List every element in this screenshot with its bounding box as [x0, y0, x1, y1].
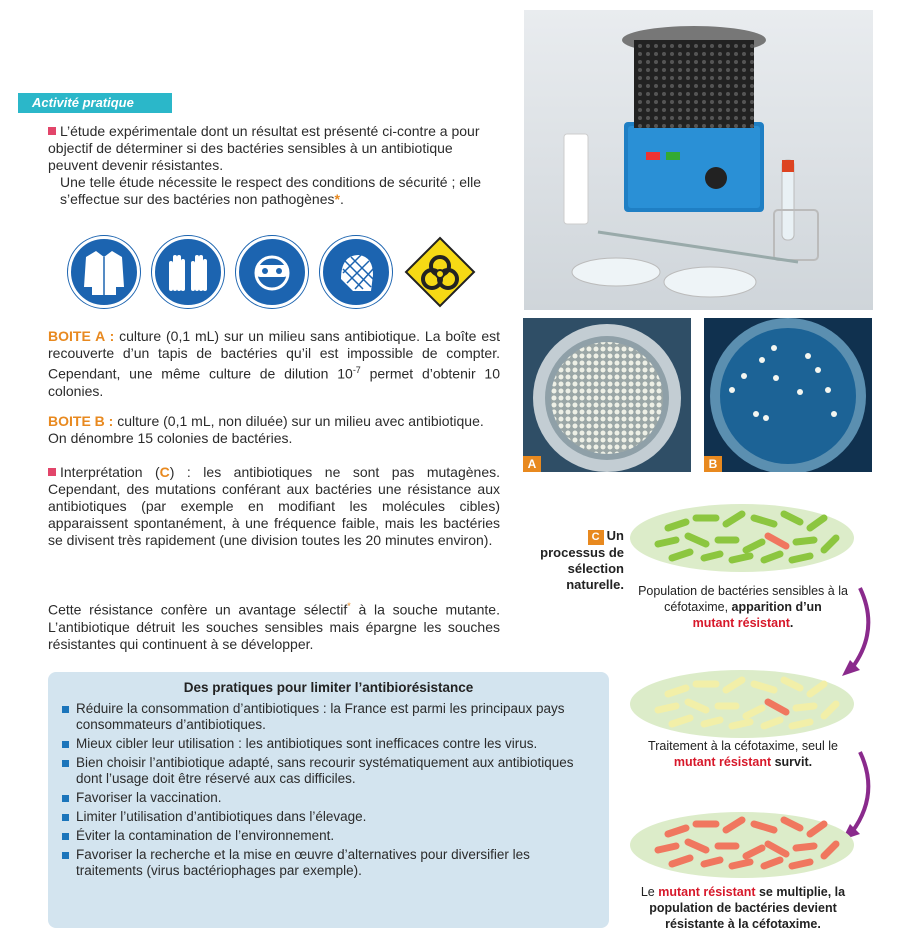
glossary-star: * [334, 191, 340, 207]
photo-b-label: B [704, 456, 722, 472]
box-a-text: BOITE A : culture (0,1 mL) sur un milieu sans antibiotique. La boîte est recouverte d’un tapis de bactéries qu’il est impossible de compter. Cependant, une même culture de dilution $10^{-7}$ permet d’obtenir 10 colonies. [48, 328, 501, 399]
list-item: Limiter l’utilisation d’antibiotiques dans l’élevage. [62, 809, 595, 825]
intro-text [48, 123, 500, 208]
list-item: Bien choisir l’antibiotique adapté, sans recourir systématiquement aux antibiotiques dont l’usage doit être réservé aux cas difficiles. [62, 755, 595, 787]
safety-icons [68, 236, 480, 308]
practices-box [48, 672, 609, 928]
interpretation-text: Interprétation (C) : les antibiotiques ne sont pas mutagènes. Cependant, des mutations conférant aux bactéries une résistance aux antibiotiques (par exemple en modifiant les molécules cibles) apparaissent spontanément, à une fréquence faible, mais les bactéries se divisent très rapidement (une division toutes les 20 minutes environ). [48, 464, 500, 548]
petri-dish-a-photo [523, 318, 691, 472]
practices-list [62, 701, 595, 879]
process-caption-3: Le mutant résistant se multiplie, la population de bactéries devient résistante à la céfotaxime. [640, 885, 846, 931]
list-item: Réduire la consommation d’antibiotiques : la France est parmi les principaux pays consommateurs d’antibiotiques. [62, 701, 595, 733]
box-b-text: BOITE B : culture (0,1 mL, non diluée) sur un milieu avec antibiotique. On dénombre 15 colonies de bactéries. [48, 413, 484, 446]
dish-3 [628, 810, 858, 880]
resistance-text: Cette résistance confère un avantage sélectif* à la souche mutante. L’antibiotique détruit les souches sensibles mais épargne les souches résistantes qui continuent à se développer. [48, 601, 500, 652]
bullet-icon [48, 468, 56, 476]
activity-title: Activité pratique [18, 93, 172, 113]
petri-dish-b-photo [704, 318, 872, 472]
gloves-icon [152, 236, 224, 308]
practices-title: Des pratiques pour limiter l’antibiorésistance [183, 680, 474, 695]
intro-paragraph-1: L’étude expérimentale dont un résultat est présenté ci-contre a pour objectif de déterminer si des bactéries sensibles à un antibiotique peuvent devenir résistantes. [48, 123, 480, 173]
biohazard-icon [404, 236, 476, 308]
lab-equipment-photo [524, 10, 873, 310]
photo-a-label: A [523, 456, 541, 472]
list-item: Éviter la contamination de l’environnement. [62, 828, 595, 844]
hairnet-icon [320, 236, 392, 308]
intro-paragraph-2: Une telle étude nécessite le respect des conditions de sécurité ; elle s’effectue sur des bactéries non pathogènes*. [60, 174, 482, 207]
list-item: Favoriser la vaccination. [62, 790, 595, 806]
bullet-icon [48, 127, 56, 135]
lab-coat-icon [68, 236, 140, 308]
process-title: C Un processus de sélection naturelle. [540, 528, 624, 592]
box-b-label: BOITE B : [48, 413, 114, 429]
selection-diagram [628, 500, 890, 850]
process-caption-2: Traitement à la céfotaxime, seul le mutant résistant survit. [648, 739, 838, 769]
goggles-icon [236, 236, 308, 308]
box-a-label: BOITE A : [48, 328, 115, 344]
list-item: Favoriser la recherche et la mise en œuvre d’alternatives pour diversifier les traitements (virus bactériophages par exemple). [62, 847, 595, 879]
list-item: Mieux cibler leur utilisation : les antibiotiques sont inefficaces contre les virus. [62, 736, 595, 752]
process-badge: C [588, 530, 604, 545]
process-caption-1: Population de bactéries sensibles à la céfotaxime, apparition d’un mutant résistant. [638, 584, 848, 630]
